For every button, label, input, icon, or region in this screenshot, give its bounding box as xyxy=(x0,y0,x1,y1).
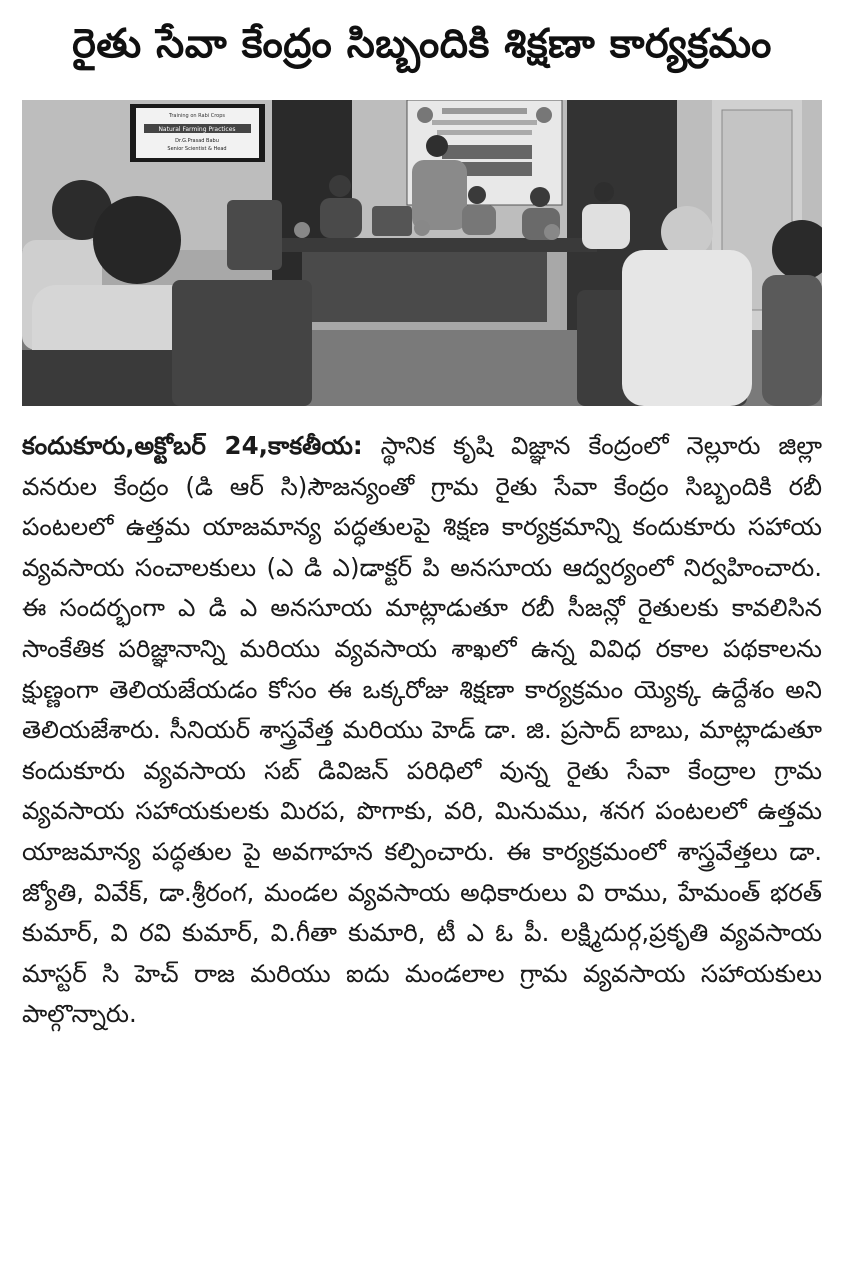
dateline: కందుకూరు,అక్టోబర్ 24,కాకతీయ: xyxy=(22,431,363,460)
screen-line-3: Dr.G.Prasad Babu xyxy=(175,138,219,144)
news-photo xyxy=(22,100,822,406)
screen-line-1: Training on Rabi Crops xyxy=(169,113,225,119)
headline: రైతు సేవా కేంద్రం సిబ్బందికి శిక్షణా కార్యక్రమం xyxy=(72,21,772,67)
article-text: స్థానిక కృషి విజ్ఞాన కేంద్రంలో నెల్లూరు జిల్లా వనరుల కేంద్రం (డి ఆర్ సి)సౌజన్యంతో గ్రామ రైతు సేవా కేంద్రం సిబ్బందికి రబీ పంటలలో ఉత్తమ యాజమాన్య పద్ధతులపై శిక్షణ కార్యక్రమాన్ని కందుకూరు సహాయ వ్యవసాయ సంచాలకులు (ఎ డి ఎ)డాక్టర్ పి అనసూయ ఆద్వర్యంలో నిర్వహించారు. ఈ సందర్భంగా ఎ డి ఎ అనసూయ మాట్లాడుతూ రబీ సీజన్లో రైతులకు కావలిసిన సాంకేతిక పరిజ్ఞానాన్ని మరియు వ్యవసాయ శాఖలో ఉన్న వివిధ రకాల పథకాలను క్షుణ్ణంగా తెలియజేయడం కోసం ఈ ఒక్కరోజు శిక్షణా కార్యక్రమం య్యెక్క ఉద్దేశం అని తెలియజేశారు. సీనియర్ శాస్త్రవేత్త మరియు హెడ్ డా. జి. ప్రసాద్ బాబు, మాట్లాడుతూ కందుకూరు వ్యవసాయ సబ్ డివిజన్ పరిధిలో వున్న రైతు సేవా కేంద్రాల గ్రామ వ్యవసాయ సహాయకులకు మిరప, పొగాకు, వరి, మినుము, శనగ పంటలలో ఉత్తమ యాజమాన్య పద్ధతుల పై అవగాహన కల్పించారు. ఈ కార్యక్రమంలో శాస్త్రవేత్తలు డా. జ్యోతి, వివేక్, డా.శ్రీరంగ, మండల వ్యవసాయ అధికారులు వి రాము, హేమంత్ భరత్ కుమార్, వి రవి కుమార్, వి.గీతా కుమారి, టీ ఎ ఓ పీ. లక్ష్మిదుర్గ,ప్రకృతి వ్యవసాయ మాస్టర్ సి హెచ్ రాజ మరియు ఐదు మండలాల గ్రామ వ్యవసాయ సహాయకులు పాల్గొన్నారు. xyxy=(22,431,822,1029)
screen-line-4: Senior Scientist & Head xyxy=(167,146,227,152)
screen-line-2: Natural Farming Practices xyxy=(158,126,236,133)
article-body xyxy=(22,426,822,1035)
projector-screen xyxy=(130,104,265,162)
